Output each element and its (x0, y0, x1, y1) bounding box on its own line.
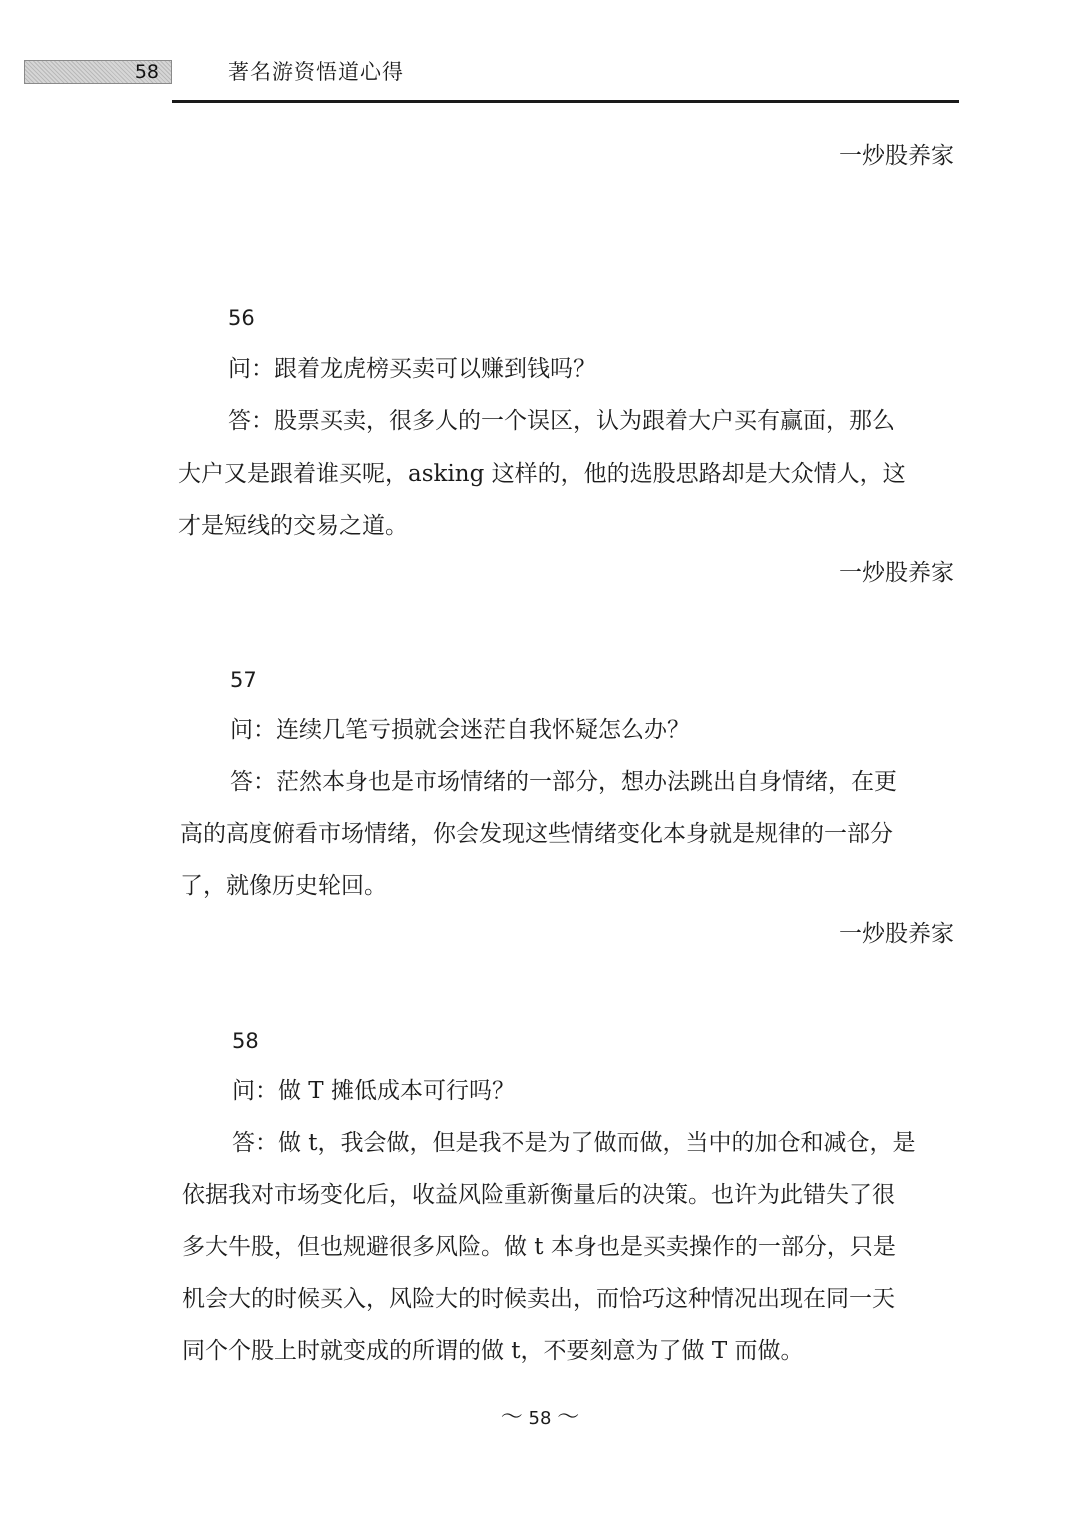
question: 问：跟着龙虎榜买卖可以赚到钱吗？ (228, 356, 596, 382)
answer-line: 答：茫然本身也是市场情绪的一部分，想办法跳出自身情绪，在更 (230, 769, 897, 795)
top-signature: 一炒股养家 (839, 143, 954, 169)
footer-page-number: 58 (528, 1408, 552, 1429)
answer-line: 依据我对市场变化后，收益风险重新衡量后的决策。也许为此错失了很 (182, 1182, 895, 1208)
signature: 一炒股养家 (839, 921, 954, 947)
footer-tilde-left: ～ (500, 1405, 523, 1430)
question: 问：做 T 摊低成本可行吗？ (232, 1078, 515, 1104)
answer-line: 多大牛股，但也规避很多风险。做 t 本身也是买卖操作的一部分，只是 (182, 1234, 896, 1260)
page-footer (0, 1404, 1080, 1433)
entry-number: 56 (228, 306, 255, 330)
answer-line: 高的高度俯看市场情绪，你会发现这些情绪变化本身就是规律的一部分 (180, 821, 893, 847)
running-header-title: 著名游资悟道心得 (228, 60, 404, 84)
answer-line: 同个个股上时就变成的所谓的做 t，不要刻意为了做 T 而做。 (182, 1338, 804, 1364)
header-rule (172, 100, 959, 103)
page-number-tab (24, 60, 172, 84)
answer-line: 才是短线的交易之道。 (178, 513, 408, 539)
answer-line: 大户又是跟着谁买呢，asking 这样的，他的选股思路却是大众情人，这 (178, 461, 906, 487)
entry-number: 57 (230, 668, 257, 692)
header-page-number: 58 (134, 61, 159, 83)
answer-line: 了，就像历史轮回。 (180, 873, 387, 899)
footer-tilde-right: ～ (557, 1405, 580, 1430)
entry-number: 58 (232, 1029, 259, 1053)
signature: 一炒股养家 (839, 560, 954, 586)
answer-line: 机会大的时候买入，风险大的时候卖出，而恰巧这种情况出现在同一天 (182, 1286, 895, 1312)
question: 问：连续几笔亏损就会迷茫自我怀疑怎么办？ (230, 717, 690, 743)
answer-line: 答：做 t，我会做，但是我不是为了做而做，当中的加仓和减仓，是 (232, 1130, 916, 1156)
answer-line: 答：股票买卖，很多人的一个误区，认为跟着大户买有赢面，那么 (228, 408, 895, 434)
